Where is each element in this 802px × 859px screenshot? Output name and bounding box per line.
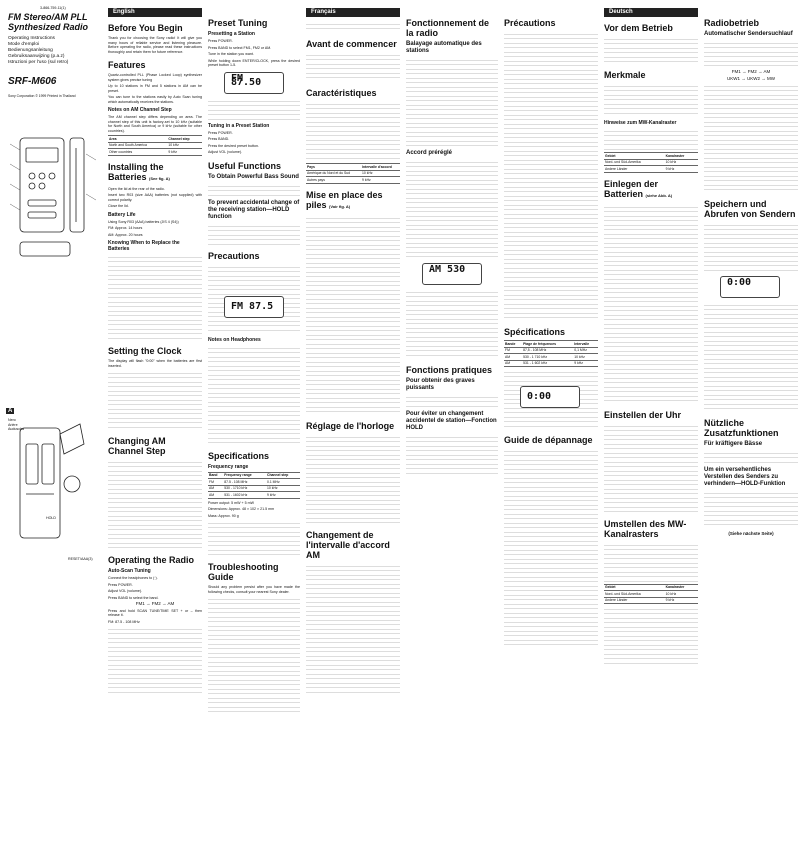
hold-title: Um ein versehentliches Verstellen des Senders zu verhindern—HOLD-Funktion (704, 467, 786, 487)
umstellen-block-2 (604, 606, 698, 666)
gebiet2-h1: Gebiet (604, 584, 665, 591)
fr-freq-h2: Plage de fréquences (522, 341, 573, 348)
fr-freq-r1c2: 87,5 - 108 MHz (522, 347, 573, 354)
graves-title: Pour obtenir des graves puissants (406, 378, 475, 391)
battery-life-text: Using Sony R03 (AAA) batteries (JIS 4 (S4)) (108, 219, 179, 224)
baesse-title: Für kräftigere Bässe (704, 441, 763, 447)
spec-r2c3: 10 kHz (266, 485, 300, 492)
clock-text: The display will flash "0:00" when the batteries are first inserted. (108, 359, 202, 368)
fr-precautions-title: Précautions (504, 18, 556, 28)
preset-title: Preset Tuning (208, 18, 268, 28)
french-column-2 (406, 18, 498, 474)
einlegen-title (604, 179, 698, 201)
french-column-3 (504, 18, 598, 648)
autoscan-step-5: Press and hold SCAN TUNE/TIME SET + or – then release it. (108, 608, 202, 617)
before-title: Before You Begin (108, 23, 183, 33)
trouble-block (208, 596, 300, 716)
de-band-seq: FM1 → FM2 → AM (731, 69, 771, 74)
radio-title: Radiobetrieb (704, 18, 760, 28)
einlegen-block (604, 204, 698, 404)
precautions-title: Precautions (208, 250, 260, 261)
autoscan-step-4: Press BAND to select the band. (108, 595, 159, 600)
area-r2c2: 9 kHz (167, 149, 202, 156)
einlegen-suffix: (siehe Abb. A) (645, 192, 673, 198)
area-table (108, 135, 202, 156)
avant-title: Avant de commencer (306, 39, 397, 49)
spec-r1c1: FM (208, 479, 223, 486)
autoscan-title: Auto-Scan Tuning (108, 568, 151, 574)
umstellen-title: Umstellen des MW-Kanalrasters (604, 518, 687, 539)
fr-freq-r3c3: 9 kHz (573, 360, 598, 367)
install-suffix: (See fig. A) (149, 175, 170, 181)
vor-block (604, 36, 698, 64)
operating-title: Operating the Radio (108, 555, 195, 565)
einlegen-title-text: Einlegen der Batterien (604, 178, 659, 199)
presetting-title: Presetting a Station (208, 31, 255, 37)
area-h2: Channel step (167, 136, 202, 143)
replace-text-block (108, 254, 202, 340)
baesse-block (704, 450, 798, 464)
trouble-title: Troubleshooting Guide (208, 562, 279, 582)
fig-a-label: A (8, 408, 13, 414)
tuning-step-1: Press POWER. (208, 130, 233, 135)
uhr-block (604, 423, 698, 513)
suchlauf-title: Automatischer Sendersuchlauf (704, 31, 793, 37)
prevent-block (208, 223, 300, 245)
install-step-1: Open the lid at the rear of the radio. (108, 186, 165, 191)
subtitle-it: Istruzioni per l'uso (sul retro) (8, 60, 69, 65)
preset-step-2: Press BAND to select FM1, FM2 or AM. (208, 45, 272, 50)
fig-hold-label: HOLD (46, 516, 56, 520)
merkmale-title: Merkmale (604, 70, 646, 80)
intervalle-title: Changement de l'intervalle d'accord AM (306, 529, 390, 560)
uhr-title: Einstellen der Uhr (604, 409, 682, 420)
horloge-title: Réglage de l'horloge (306, 420, 395, 431)
tuning-step-4: Adjust VOL (volume). (208, 150, 243, 154)
notes-am-text: The AM channel step differs depending on area. The channel step of this unit is factory-set to 10 kHz (suitable for North and South America) or 9 kHz (suitable for other countries). (108, 115, 202, 133)
dimensions: Dimensions: Approx. 48 × 102 × 21.5 mm (208, 507, 275, 511)
fr-specs-title: Spécifications (504, 327, 566, 337)
bass-title: To Obtain Powerful Bass Sound (208, 173, 299, 180)
prevent-title: To prevent accidental change of the receiving station—HOLD function (208, 199, 300, 220)
balayage-title: Balayage automatique des stations (406, 41, 482, 54)
gebiet2-r2c2: 9 kHz (665, 597, 698, 604)
speichern-block-2 (704, 302, 798, 412)
fr-reg-h1: Pays (306, 164, 361, 171)
fr-freq-r1c1: FM (504, 347, 522, 354)
preset-step-4: While holding down ENTER/CLOCK, press the desired preset button 1-5. (208, 58, 300, 67)
area-h1: Area (108, 136, 167, 143)
lcd-display-b: AM 530 (422, 263, 482, 285)
fr-freq-h3: Intervalle (573, 341, 598, 348)
doc-copyright: Sony Corporation © 1999 Printed in Thailand (8, 94, 76, 98)
fig-reset-label: RESET/AAA(3) (68, 557, 93, 561)
avant-block (306, 52, 400, 82)
headphones-title: Notes on Headphones (208, 336, 261, 343)
spec-r2c1: AM (208, 485, 223, 492)
spec-r2c2: 530 - 1710 kHz (223, 485, 266, 492)
gebiet-h1: Gebiet (604, 153, 665, 160)
horloge-block (306, 434, 400, 524)
gebiet2-r2c1: Andere Länder (604, 597, 665, 604)
doc-title-line2: Synthesized Radio (8, 22, 89, 32)
guide-title: Guide de dépannage (504, 435, 593, 445)
fr-freq-r3c1: AM (504, 360, 522, 367)
merkmale-block (604, 83, 698, 117)
bass-block (208, 183, 300, 197)
guide-block (504, 448, 598, 648)
avant-intro (306, 21, 400, 33)
piles-block (306, 215, 400, 415)
subtitle-nl: Gebruiksaanwijzing (p.a.z) (8, 54, 65, 59)
carac-title: Caractéristiques (306, 88, 377, 98)
feature-2: Up to 10 stations in FM and 5 stations in AM can be preset. (108, 84, 202, 93)
radio-illustration (6, 104, 100, 564)
gebiet-r1c1: Nord- und Süd-Amerika (604, 159, 665, 166)
battery-fm: FM: Approx. 14 hours (108, 226, 143, 230)
english-column-2 (208, 18, 300, 716)
fr-precautions-block (504, 31, 598, 321)
fr-freq-table (504, 340, 598, 367)
spec-freq-title: Frequency range (208, 463, 249, 470)
tuning-title: Tuning in a Preset Station (208, 122, 270, 129)
fr-freq-r2c3: 10 kHz (573, 354, 598, 361)
specs-title: Specifications (208, 450, 270, 461)
german-tab: Deutsch (604, 8, 698, 17)
power-output: Power output: 5 mW + 5 mW (208, 500, 255, 505)
nuetzliche-title: Nützliche Zusatzfunktionen (704, 418, 779, 438)
preset-step-3: Tune in the station you want. (208, 52, 254, 56)
eviter-block (406, 434, 498, 474)
battery-am: AM: Approx. 20 hours (108, 232, 143, 237)
piles-title (306, 190, 400, 212)
features-title: Features (108, 60, 146, 70)
lcd-display-a: FM 87.50 (224, 72, 284, 94)
tuning-step-2: Press BAND. (208, 137, 230, 141)
install-title (108, 162, 202, 184)
fonctionnement-title: Fonctionnement de la radio (406, 18, 489, 38)
replace-title: Knowing When to Replace the Batteries (108, 240, 180, 252)
english-tab: English (108, 8, 202, 17)
spec-table (208, 472, 300, 499)
doc-code: 3-866-759-11(1) (40, 6, 66, 10)
suchlauf-block (704, 40, 798, 70)
hinweise-title: Hinweise zum MW-Kanalraster (604, 120, 677, 126)
preset-notes-block (208, 98, 300, 120)
spec-r1c3: 0.1 MHz (266, 479, 300, 486)
spec-r3c3: 9 kHz (266, 492, 300, 499)
autoscan-step-2: Press POWER. (108, 582, 133, 587)
fr-freq-r3c2: 531 - 1 602 kHz (522, 360, 573, 367)
fr-freq-r1c3: 0,1 MHz (573, 347, 598, 354)
gebiet-table-2 (604, 584, 698, 605)
preset-step-1: Press POWER. (208, 39, 233, 43)
intervalle-block (306, 563, 400, 693)
spec-r3c1: AM (208, 492, 223, 499)
band-seq: FM1 → FM2 → AM (135, 601, 175, 606)
area-r1c1: North and South America (108, 142, 167, 149)
headphones-block (208, 345, 300, 445)
battery-life-title: Battery Life (108, 211, 136, 218)
english-column-1 (108, 9, 202, 696)
notes-am-title: Notes on AM Channel Step (108, 107, 172, 113)
speichern-title: Speichern und Abrufen von Sendern (704, 199, 796, 219)
radio-side-view (70, 138, 84, 232)
spec-h2: Frequency range (223, 472, 266, 479)
subtitle-fr: Mode d'emploi (8, 42, 40, 47)
radio-top-view (20, 242, 70, 256)
german-column-1 (604, 9, 698, 666)
fr-freq-r2c1: AM (504, 354, 522, 361)
fr-freq-h1: Bande (504, 341, 522, 348)
useful-title: Useful Functions (208, 160, 282, 171)
lcd-display-d: FM 87.5 (224, 296, 284, 318)
clock-title: Setting the Clock (108, 346, 182, 356)
fr-reg-r1c2: 10 kHz (361, 170, 400, 177)
accord-block-2 (406, 289, 498, 359)
spec-h1: Band (208, 472, 223, 479)
doc-subtitles (8, 36, 68, 66)
gebiet-table (604, 152, 698, 173)
fr-reg-r2c1: Autres pays (306, 177, 361, 184)
area-r2c1: Other countries (108, 149, 167, 156)
gebiet2-h2: Kanalraster (665, 584, 698, 591)
balayage-block (406, 57, 498, 147)
autoscan-notes-block (108, 626, 202, 696)
fr-reg-h2: Intervalle d'accord (361, 164, 400, 171)
eviter-title: Pour éviter un changement accidentel de station—Fonction HOLD (406, 411, 497, 431)
radio-front-view (20, 138, 64, 232)
lcd-display-e: 0:00 (520, 386, 580, 408)
trouble-text: Should any problem persist after you have made the following checks, consult your nearest Sony dealer. (208, 585, 300, 594)
speichern-block (704, 222, 798, 272)
changing-am-title: Changing AM Channel Step (108, 436, 166, 456)
de-waves: UKW1 → UKW2 → MW (727, 75, 775, 81)
carac-block (306, 101, 400, 161)
french-tab: Français (306, 8, 400, 17)
spec-r1c2: 87.5 - 108 MHz (223, 479, 266, 486)
piles-title-text: Mise en place des piles (306, 189, 383, 210)
accord-title: Accord préréglé (406, 150, 453, 156)
gebiet-r1c2: 10 kHz (665, 159, 698, 166)
fm-range: FM: 87.5 - 108 MHz (108, 619, 140, 624)
subtitle-en: Operating Instructions (8, 36, 55, 41)
lcd-display-c: 0:00 (720, 276, 780, 298)
fr-reg-r2c2: 9 kHz (361, 177, 400, 184)
gebiet2-r1c1: Nord- und Süd-Amerika (604, 591, 665, 598)
siehe-text: (Siehe nächste Seite) (728, 531, 774, 536)
hold-block (704, 490, 798, 526)
hinweise-block (604, 128, 698, 150)
doc-model: SRF-M606 (8, 76, 57, 87)
feature-1: Quartz-controlled PLL (Phase Locked Loop) synthesizer system gives precise tuning (108, 73, 202, 82)
umstellen-block (604, 542, 698, 582)
feature-3: You can tune to the stations easily by Auto Scan tuning which automatically receives the stations. (108, 95, 202, 104)
mass: Mass: Approx. 90 g (208, 513, 239, 518)
piles-suffix: (Voir fig. A) (329, 203, 351, 209)
clock-steps-block (108, 370, 202, 430)
radio-battery-view (20, 424, 84, 538)
install-step-2: Insert two R03 (size AAA) batteries (not supplied) with correct polarity. (108, 193, 202, 202)
french-column-1 (306, 9, 400, 693)
doc-title-line1: FM Stereo/AM PLL (8, 12, 88, 22)
autoscan-step-3: Adjust VOL (volume). (108, 589, 143, 593)
install-title-text: Installing the Batteries (108, 161, 164, 182)
graves-block (406, 394, 498, 408)
fig-nero-label: Nero Arière Auduscha (8, 418, 24, 431)
german-column-2 (704, 18, 798, 539)
changing-am-block (108, 459, 202, 549)
install-step-3: Close the lid. (108, 204, 129, 208)
suchlauf-block-2 (704, 83, 798, 193)
specs-block (208, 520, 300, 556)
fr-reg-r1c1: Amérique du Nord et du Sud (306, 170, 361, 177)
fonctions-title: Fonctions pratiques (406, 365, 493, 375)
area-r1c2: 10 kHz (167, 142, 202, 149)
gebiet2-r1c2: 10 kHz (665, 591, 698, 598)
before-text: Thank you for choosing the Sony radio! It will give you many hours of reliable service and listening pleasure. Before operating the radio, please read these instructions thoroughly and retain them for future reference. (108, 36, 202, 54)
gebiet-h2: Kanalraster (665, 153, 698, 160)
fr-freq-r2c2: 530 - 1 710 kHz (522, 354, 573, 361)
doc-title (8, 12, 98, 32)
accord-block (406, 159, 498, 259)
gebiet-r2c1: Andere Länder (604, 166, 665, 173)
spec-r3c2: 531 - 1602 kHz (223, 492, 266, 499)
gebiet-r2c2: 9 kHz (665, 166, 698, 173)
spec-h3: Channel step (266, 472, 300, 479)
subtitle-de: Bedienungsanleitung (8, 48, 53, 53)
autoscan-step-1: Connect the headphones to (·). (108, 576, 158, 580)
tuning-step-3: Press the desired preset button. (208, 143, 259, 148)
fr-region-table (306, 163, 400, 184)
vor-title: Vor dem Betrieb (604, 23, 673, 33)
